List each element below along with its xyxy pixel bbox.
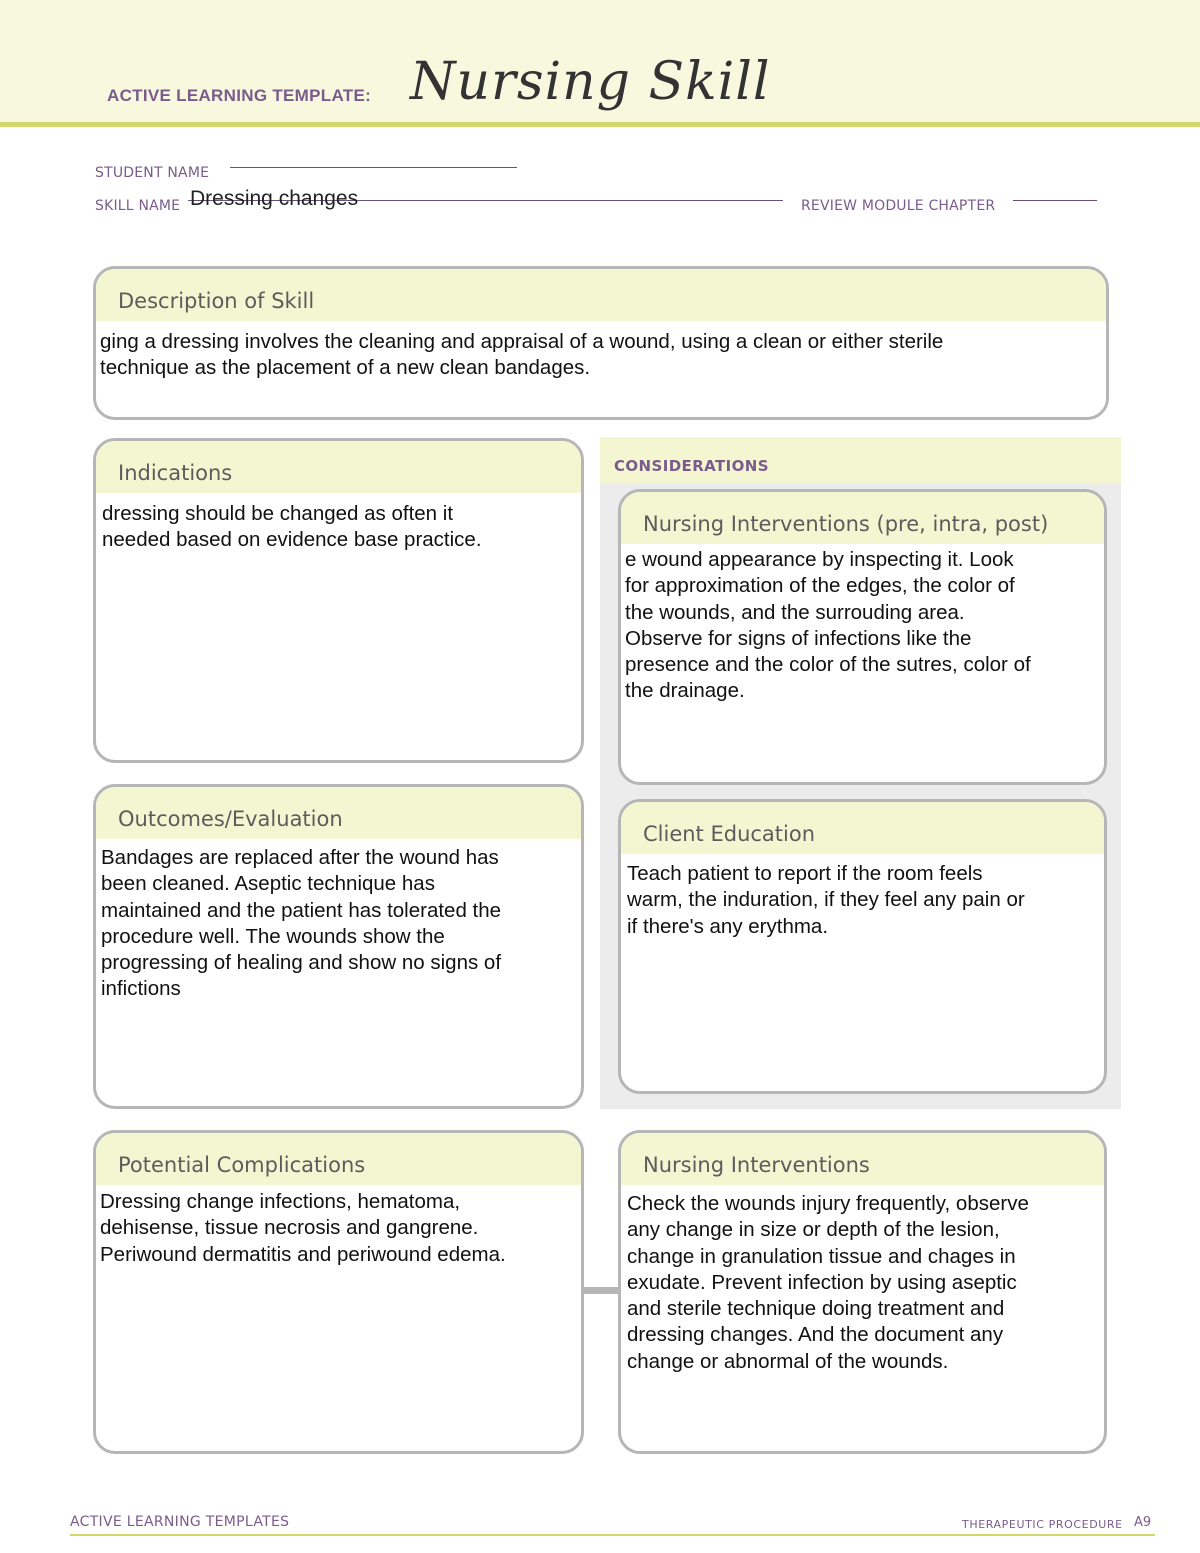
outcomes-box	[93, 784, 584, 1109]
nursing-interventions-box	[618, 1130, 1107, 1454]
potential-complications-text[interactable]: Dressing change infections, hematoma, dehisense, tissue necrosis and gangrene. Periwound dermatitis and periwound edema.	[100, 1190, 506, 1266]
description-title: Description of Skill	[118, 289, 315, 313]
client-education-text[interactable]: Teach patient to report if the room feels warm, the induration, if they feel any pain or if there's any erythma.	[627, 862, 1025, 938]
potential-complications-box	[93, 1130, 584, 1454]
description-text[interactable]: ging a dressing involves the cleaning and appraisal of a wound, using a clean or either sterile technique as the placement of a new clean bandages.	[100, 330, 944, 380]
considerations-header	[600, 437, 1121, 483]
review-module-field[interactable]	[1013, 199, 1097, 201]
outcomes-text[interactable]: Bandages are replaced after the wound has been cleaned. Aseptic technique has maintained and the patient has tolerated the procedure well. The wounds show the progressing of healing and show no signs of infictions	[101, 846, 502, 1001]
footer-right-label: THERAPEUTIC PROCEDURE	[962, 1518, 1123, 1531]
nursing-interventions-text[interactable]: Check the wounds injury frequently, observe any change in size or depth of the lesion, change in granulation tissue and chages in exudate. Prevent infection by using aseptic and sterile technique doing treatment and dressing changes. And the document any change or abnormal of the wounds.	[627, 1192, 1029, 1373]
considerations-label: CONSIDERATIONS	[614, 457, 769, 475]
nursing-interventions-ppp-title: Nursing Interventions (pre, intra, post)	[643, 512, 1049, 536]
nursing-interventions-ppp-header	[621, 492, 1104, 544]
page-title: Nursing Skill	[410, 52, 771, 112]
client-education-box	[618, 799, 1107, 1094]
skill-name-label: SKILL NAME	[95, 198, 181, 214]
indications-box	[93, 438, 584, 763]
nursing-interventions-header	[621, 1133, 1104, 1185]
indications-title: Indications	[118, 461, 233, 485]
footer-page-number: A9	[1134, 1515, 1152, 1530]
student-name-field[interactable]	[230, 166, 517, 168]
potential-complications-title: Potential Complications	[118, 1153, 366, 1177]
description-box	[93, 266, 1109, 420]
nursing-interventions-ppp-text[interactable]: e wound appearance by inspecting it. Look for approximation of the edges, the color of the wounds, and the surrouding area. Observe for signs of infections like the presence and the color of the sutres, color of the drainage.	[625, 548, 1031, 703]
outcomes-title: Outcomes/Evaluation	[118, 807, 343, 831]
potential-complications-header	[96, 1133, 581, 1185]
skill-name-value: Dressing changes	[190, 187, 359, 210]
connector-bar	[582, 1287, 620, 1294]
footer-left-label: ACTIVE LEARNING TEMPLATES	[70, 1514, 290, 1530]
indications-header	[96, 441, 581, 493]
student-name-label: STUDENT NAME	[95, 165, 210, 181]
indications-text[interactable]: dressing should be changed as often it needed based on evidence base practice.	[102, 502, 482, 552]
client-education-header	[621, 802, 1104, 854]
header-rule	[0, 122, 1200, 127]
client-education-title: Client Education	[643, 822, 816, 846]
nursing-interventions-ppp-box	[618, 489, 1107, 785]
description-header	[96, 269, 1106, 321]
nursing-interventions-title: Nursing Interventions	[643, 1153, 870, 1177]
outcomes-header	[96, 787, 581, 839]
footer-rule	[70, 1534, 1155, 1536]
review-module-label: REVIEW MODULE CHAPTER	[801, 198, 996, 214]
header-label: ACTIVE LEARNING TEMPLATE:	[107, 86, 372, 105]
